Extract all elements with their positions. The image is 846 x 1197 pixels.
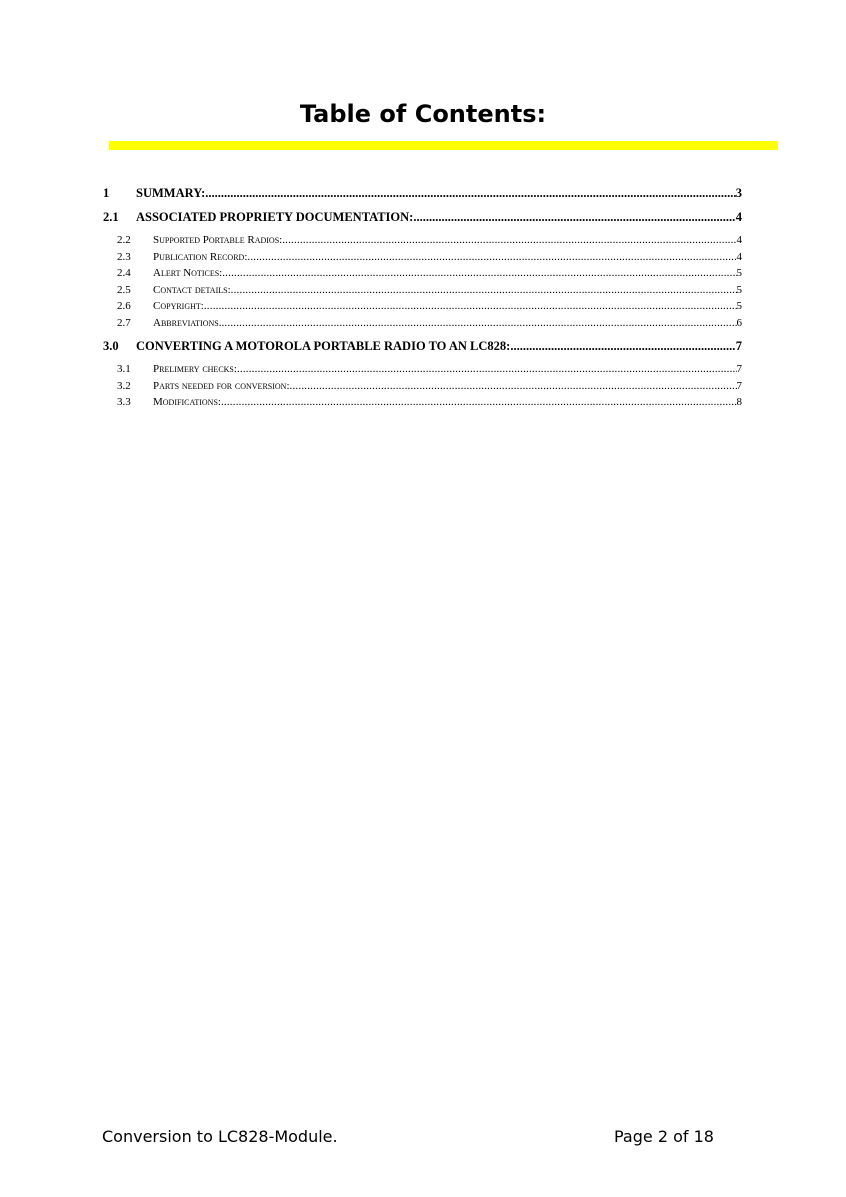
toc-entry-page: 5 [736, 267, 742, 279]
toc-entry-2-6[interactable] [103, 300, 742, 317]
toc-entry-number: 2.5 [117, 283, 131, 296]
toc-entry-3-1[interactable] [103, 363, 742, 380]
yellow-divider [109, 141, 778, 150]
toc-entry-label: Publication Record: [153, 250, 248, 263]
toc-entry-page: 7 [736, 363, 742, 375]
toc-entry-page: 5 [736, 300, 742, 312]
toc-leader-dots [290, 380, 737, 392]
toc-leader-dots [205, 186, 736, 201]
toc-leader-dots [231, 284, 737, 296]
toc-entry-label: SUMMARY: [136, 186, 206, 200]
toc-entry-number: 1 [103, 186, 110, 200]
toc-entry-1[interactable] [103, 186, 742, 202]
toc-entry-2-3[interactable] [103, 251, 742, 268]
toc-entry-label: Parts needed for conversion: [153, 379, 290, 392]
toc-entry-number: 2.7 [117, 316, 131, 329]
toc-entry-page: 7 [736, 379, 742, 392]
toc-entry-page: 3 [735, 186, 742, 200]
toc-entry-number: 3.3 [117, 396, 131, 408]
toc-entry-number: 3.0 [103, 339, 119, 353]
footer-document-title: Conversion to LC828-Module. [102, 1127, 338, 1146]
toc-entry-page: 4 [736, 234, 742, 246]
toc-entry-page: 6 [736, 316, 742, 329]
page-title: Table of Contents: [299, 100, 547, 128]
toc-entry-number: 3.2 [117, 379, 131, 392]
toc-leader-dots [237, 363, 737, 375]
toc-entry-label: Modifications: [153, 396, 221, 408]
toc-entry-number: 2.6 [117, 300, 131, 312]
toc-entry-label: Copyright: [153, 300, 204, 312]
toc-entry-2-2[interactable] [103, 234, 742, 251]
toc-entry-2-1[interactable] [103, 210, 742, 226]
toc-leader-dots [222, 267, 736, 279]
toc-entry-label: Alert Notices: [153, 267, 223, 279]
toc-leader-dots [221, 317, 736, 329]
toc-leader-dots [282, 234, 736, 246]
toc-entry-3-0[interactable] [103, 339, 742, 355]
toc-entry-3-2[interactable] [103, 380, 742, 397]
toc-entry-number: 2.1 [103, 210, 119, 224]
toc-entry-label: Prelimery checks: [153, 363, 237, 375]
toc-entry-number: 3.1 [117, 363, 131, 375]
toc-entry-page: 8 [736, 396, 742, 408]
toc-entry-page: 7 [735, 339, 742, 353]
toc-entry-2-4[interactable] [103, 267, 742, 284]
toc-leader-dots [413, 210, 735, 225]
toc-entry-label: Contact details: [153, 283, 231, 296]
toc-entry-number: 2.4 [117, 267, 131, 279]
toc-entry-2-7[interactable] [103, 317, 742, 334]
toc-entry-number: 2.2 [117, 234, 131, 246]
toc-entry-number: 2.3 [117, 250, 131, 263]
toc-leader-dots [204, 300, 737, 312]
toc-leader-dots [221, 396, 737, 408]
toc-entry-label: Supported Portable Radios: [153, 234, 283, 246]
toc-entry-page: 4 [736, 250, 742, 263]
toc-entry-page: 4 [735, 210, 742, 224]
toc-entry-page: 5 [736, 283, 742, 296]
toc-entry-2-5[interactable] [103, 284, 742, 301]
toc-leader-dots [510, 339, 735, 354]
toc-entry-label: Abbreviations. [153, 316, 222, 329]
toc-entry-label: CONVERTING A MOTOROLA PORTABLE RADIO TO AN LC828: [136, 339, 511, 353]
toc-entry-3-3[interactable] [103, 396, 742, 413]
toc-entry-label: ASSOCIATED PROPRIETY DOCUMENTATION: [136, 210, 414, 224]
toc-leader-dots [247, 251, 736, 263]
table-of-contents [103, 182, 742, 413]
footer-page-number: Page 2 of 18 [614, 1127, 714, 1146]
